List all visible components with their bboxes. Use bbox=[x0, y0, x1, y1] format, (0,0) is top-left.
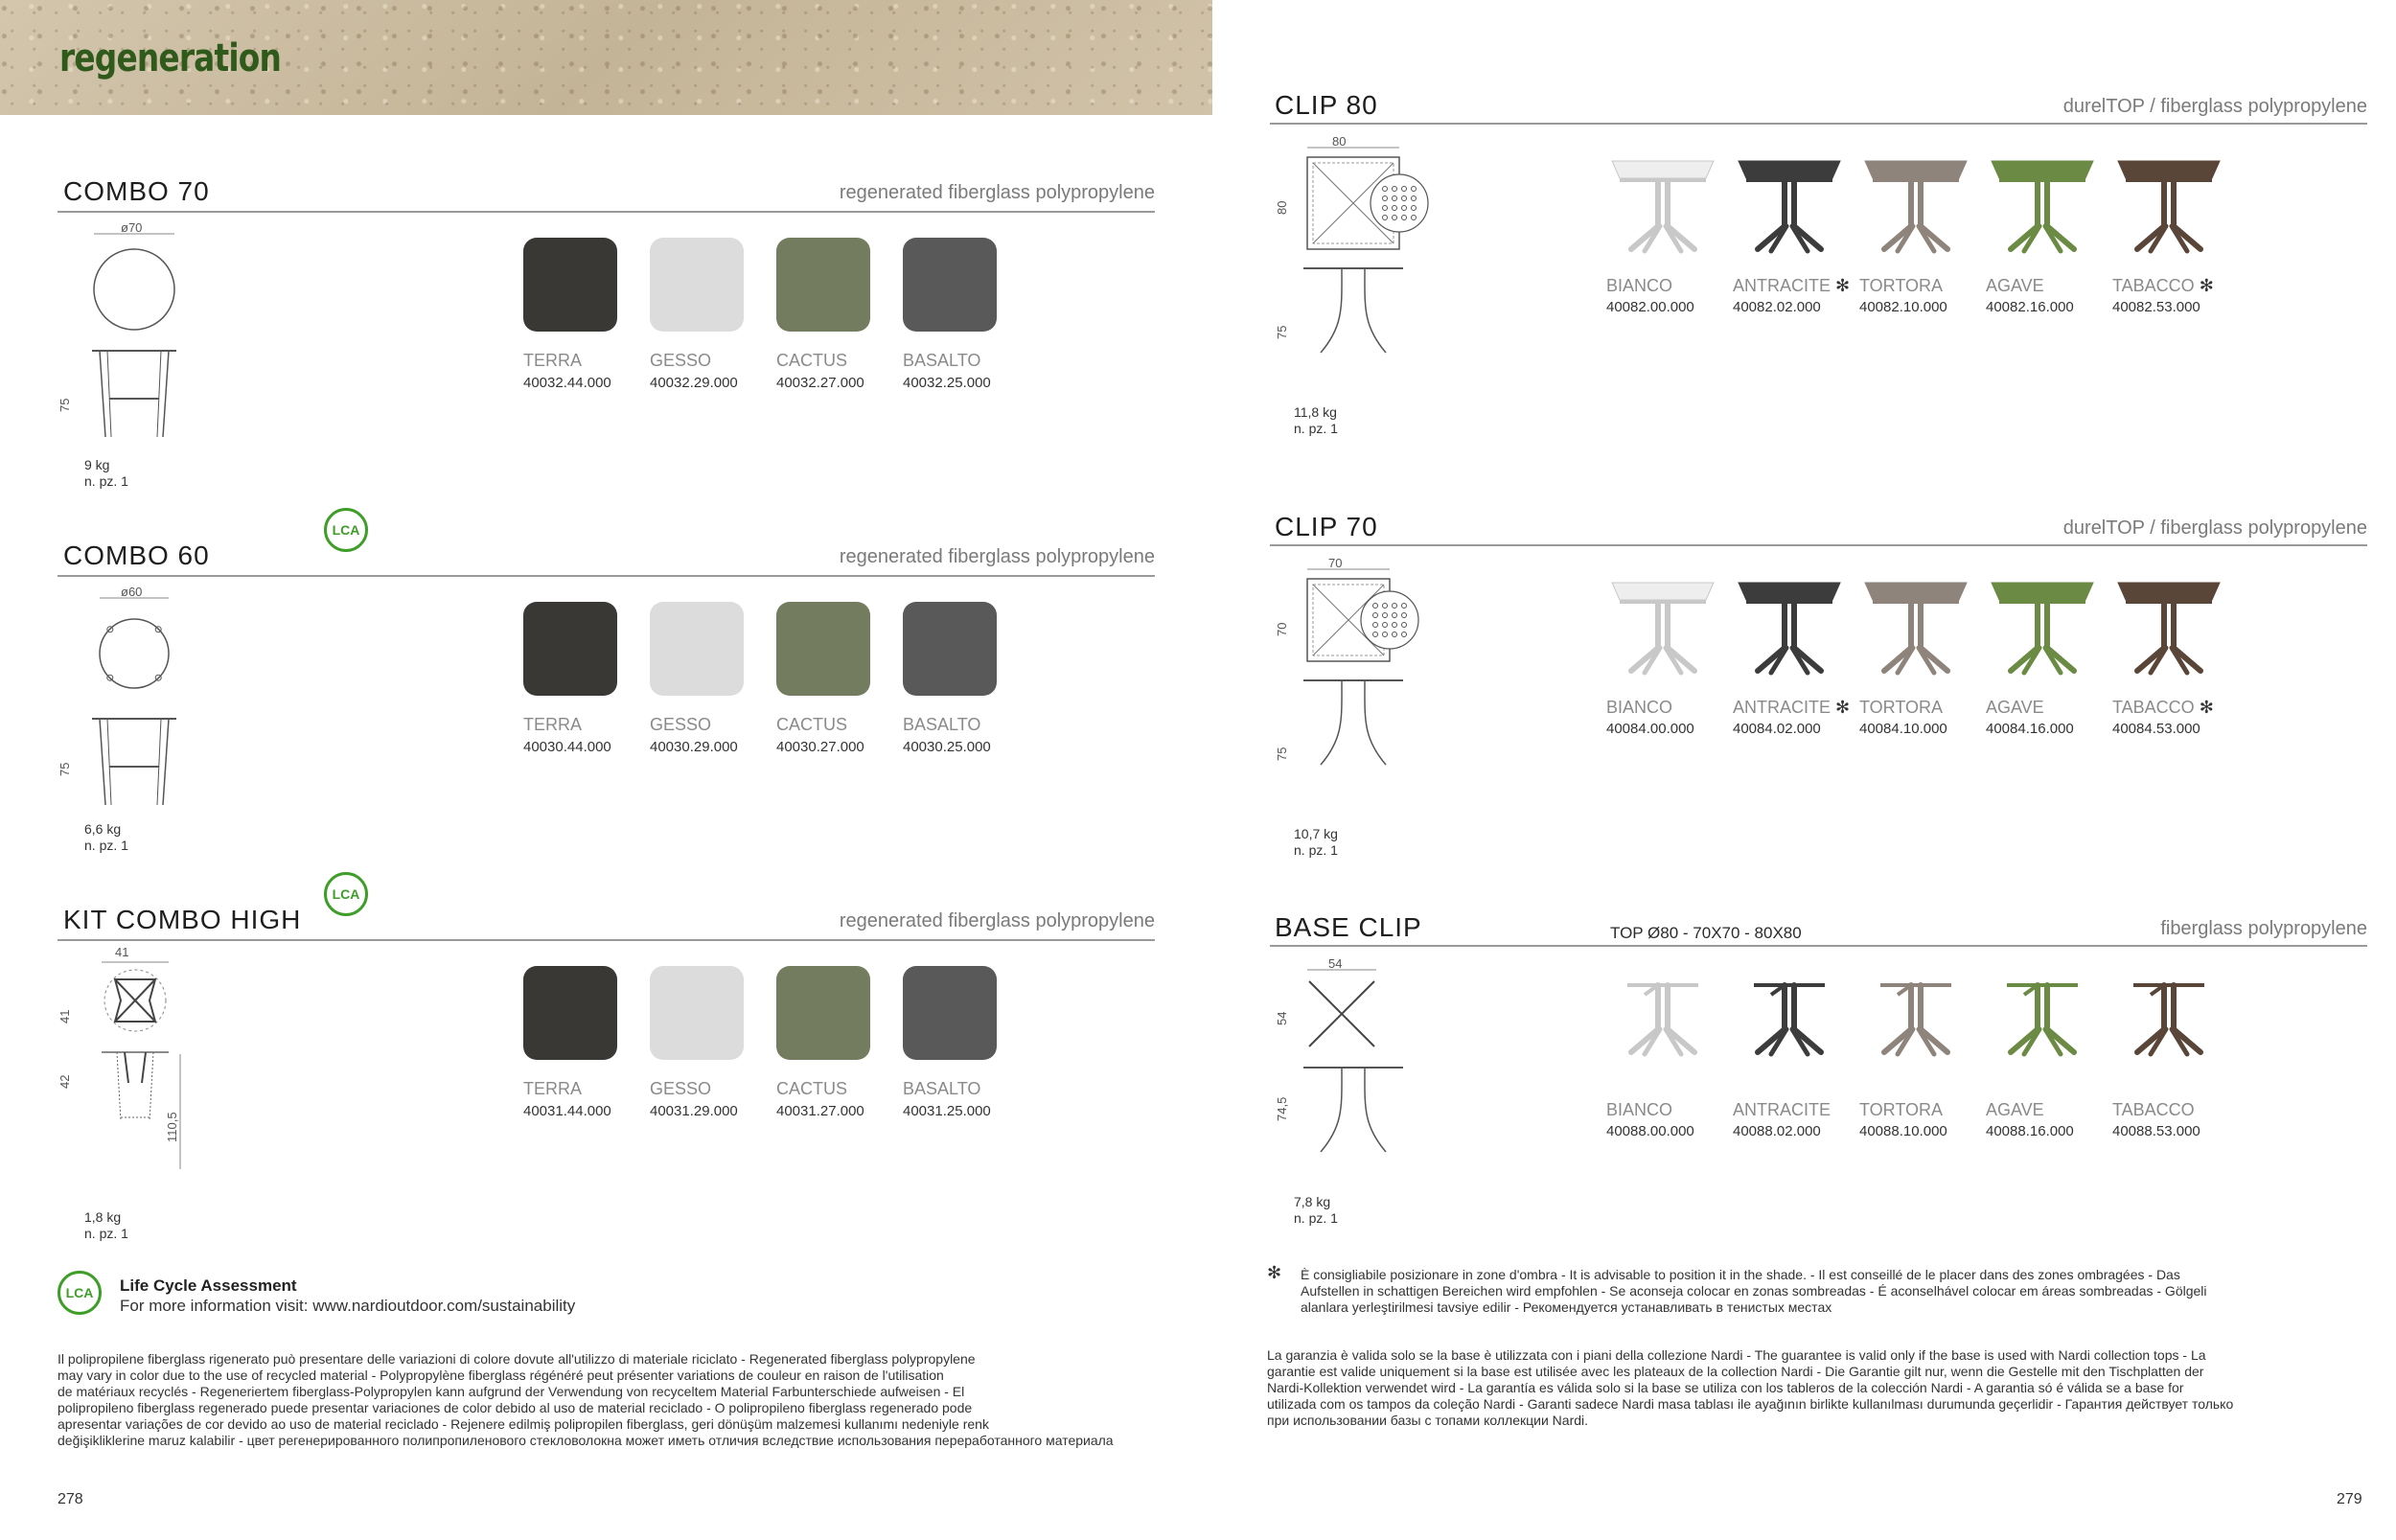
product-color-name bbox=[1859, 698, 1943, 718]
dimension-height: 75 bbox=[58, 762, 72, 776]
product-color-name-text: TABACCO bbox=[2112, 698, 2195, 717]
product-color-name: GESSO bbox=[650, 351, 712, 370]
weight-label: 10,7 kg bbox=[1294, 826, 1338, 841]
product-color-name bbox=[1733, 1100, 1831, 1120]
note-line: Il polipropilene fiberglass rigenerato può presentare delle variazioni di colore dovute all'utilizzo di materiale riciclato - Regenerated fiberglass polypropylene bbox=[58, 1351, 976, 1367]
product-color-name-text: TABACCO bbox=[2112, 1100, 2195, 1119]
product-color-name-text: AGAVE bbox=[1986, 698, 2044, 717]
product-code: 40082.53.000 bbox=[2112, 299, 2200, 315]
product-image bbox=[1859, 976, 1972, 1081]
dimension-top: 80 bbox=[1332, 134, 1347, 149]
section-title: KIT COMBO HIGH bbox=[63, 905, 302, 934]
product-image bbox=[2112, 575, 2225, 680]
section-title: CLIP 70 bbox=[1275, 512, 1378, 541]
weight-label: 11,8 kg bbox=[1294, 404, 1337, 420]
shade-asterisk-icon: ✻ bbox=[1831, 698, 1851, 717]
pieces-label: n. pz. 1 bbox=[84, 1226, 128, 1241]
product-image bbox=[2112, 153, 2225, 259]
product-image bbox=[1733, 976, 1846, 1081]
note-line: değişikliklerine maruz kalabilir - цвет регенерированного полипропиленового стекловолокна может иметь отличия вследствие использования переработанного материала bbox=[58, 1433, 1114, 1448]
product-code: 40032.27.000 bbox=[776, 375, 864, 391]
pieces-label: n. pz. 1 bbox=[84, 838, 128, 853]
product-color-name bbox=[1986, 276, 2044, 296]
section-title: BASE CLIP bbox=[1275, 912, 1422, 942]
pieces-label: n. pz. 1 bbox=[1294, 1210, 1338, 1226]
product-color-name: GESSO bbox=[650, 1079, 712, 1098]
section-divider bbox=[58, 211, 1155, 213]
section-material: fiberglass polypropylene bbox=[2160, 918, 2367, 939]
product-color-name-text: BIANCO bbox=[1606, 698, 1673, 717]
product-color-name bbox=[1859, 1100, 1943, 1120]
product-color-name bbox=[2112, 276, 2214, 296]
product-image bbox=[1986, 153, 2099, 259]
note-line: Nardi-Kollektion verwendet wird - La garantía es válida solo si la base se utiliza con los tableros de la colección Nardi - A garantia só é válida se a base for bbox=[1267, 1380, 2184, 1395]
product-code: 40030.29.000 bbox=[650, 739, 738, 755]
lca-note-link[interactable]: For more information visit: www.nardioutdoor.com/sustainability bbox=[120, 1297, 576, 1315]
product-color-name-text: TORTORA bbox=[1859, 1100, 1944, 1119]
product-image bbox=[1859, 153, 1972, 259]
section-title: CLIP 80 bbox=[1275, 90, 1378, 120]
weight-label: 7,8 kg bbox=[1294, 1194, 1331, 1209]
product-image bbox=[1733, 153, 1846, 259]
product-code: 40082.00.000 bbox=[1606, 299, 1694, 315]
product-color-name bbox=[2112, 698, 2214, 718]
pieces-label: n. pz. 1 bbox=[1294, 421, 1338, 436]
dimension-height: 75 bbox=[1275, 747, 1289, 761]
product-code: 40030.27.000 bbox=[776, 739, 864, 755]
technical-drawing bbox=[58, 585, 211, 834]
product-image bbox=[1606, 153, 1719, 259]
product-color-name: CACTUS bbox=[776, 1079, 848, 1098]
shade-note-symbol: ✻ bbox=[1267, 1263, 1282, 1282]
product-color-name: BASALTO bbox=[903, 351, 981, 370]
product-code: 40030.25.000 bbox=[903, 739, 991, 755]
note-line: de matériaux recyclés - Regeneriertem fiberglass-Polypropylen kann aufgrund der Verwendung von recyceltem Material Farbunterschiede aufweisen - El bbox=[58, 1384, 965, 1399]
product-color-name-text: ANTRACITE bbox=[1733, 1100, 1832, 1119]
product-color-name-text: ANTRACITE bbox=[1733, 698, 1832, 717]
product-code: 40031.44.000 bbox=[523, 1103, 611, 1119]
product-code: 40082.10.000 bbox=[1859, 299, 1947, 315]
color-swatch bbox=[776, 966, 870, 1060]
lca-badge: LCA bbox=[58, 1271, 102, 1315]
product-color-name bbox=[2112, 1100, 2195, 1120]
section-divider bbox=[1270, 945, 2367, 947]
color-swatch bbox=[903, 602, 997, 696]
dimension-side: 80 bbox=[1275, 200, 1289, 215]
product-code: 40084.00.000 bbox=[1606, 721, 1694, 737]
note-line: may vary in color due to the use of recycled material - Polypropylène fiberglass régénéré peut présenter variations de couleur en raison de l'utilisation bbox=[58, 1368, 944, 1383]
product-code: 40032.29.000 bbox=[650, 375, 738, 391]
color-swatch bbox=[903, 238, 997, 332]
dimension-side: 70 bbox=[1275, 622, 1289, 636]
note-line: alanlara yerleştirilmesi tavsiye edilir - Рекомендуется устанавливать в тенистых местах bbox=[1301, 1299, 1832, 1315]
note-line: garantie est valide uniquement si la base est utilisée avec les plateaux de la collection Nardi - Die Garantie gilt nur, wenn die Gestelle mit den Tischplatten der bbox=[1267, 1364, 2204, 1379]
product-code: 40084.02.000 bbox=[1733, 721, 1821, 737]
lca-badge: LCA bbox=[324, 508, 368, 552]
color-swatch bbox=[523, 238, 617, 332]
product-color-name bbox=[1606, 1100, 1672, 1120]
product-color-name bbox=[1733, 698, 1850, 718]
product-color-name: CACTUS bbox=[776, 715, 848, 734]
product-color-name-text: BIANCO bbox=[1606, 1100, 1673, 1119]
product-color-name-text: ANTRACITE bbox=[1733, 276, 1832, 295]
color-swatch bbox=[776, 238, 870, 332]
product-code: 40088.16.000 bbox=[1986, 1123, 2074, 1139]
dimension-height: 74,5 bbox=[1275, 1096, 1289, 1121]
product-color-name: BASALTO bbox=[903, 715, 981, 734]
dimension-top: 41 bbox=[115, 945, 129, 959]
page-number-left: 278 bbox=[58, 1491, 83, 1507]
product-color-name bbox=[1606, 698, 1672, 718]
compatible-tops: TOP Ø80 - 70X70 - 80X80 bbox=[1610, 924, 1802, 942]
product-image bbox=[1606, 575, 1719, 680]
product-color-name-text: TABACCO bbox=[2112, 276, 2195, 295]
product-code: 40084.53.000 bbox=[2112, 721, 2200, 737]
dimension-side: 41 bbox=[58, 1009, 72, 1023]
dimension-total: 110,5 bbox=[165, 1112, 179, 1142]
dimension-height: 75 bbox=[1275, 325, 1289, 339]
product-color-name bbox=[1986, 1100, 2044, 1120]
shade-asterisk-icon: ✻ bbox=[2194, 698, 2214, 717]
note-line: apresentar variações de cor devido ao uso de material reciclado - Rejenere edilmiş polipropilen fiberglass, geri dönüşüm malzemesi kullanımı nedeniyle renk bbox=[58, 1416, 989, 1432]
product-color-name: TERRA bbox=[523, 715, 583, 734]
note-line: utilizada com os tampos da coleção Nardi - Garanti sadece Nardi masa tablası ile ayağının birlikte kullanılması durumunda geçerlidir - Гарантия действует только bbox=[1267, 1396, 2234, 1412]
product-image bbox=[1733, 575, 1846, 680]
pieces-label: n. pz. 1 bbox=[84, 473, 128, 489]
product-color-name bbox=[1859, 276, 1943, 296]
product-code: 40031.29.000 bbox=[650, 1103, 738, 1119]
shade-asterisk-icon: ✻ bbox=[2194, 276, 2214, 295]
lca-note-title: Life Cycle Assessment bbox=[120, 1276, 297, 1295]
section-divider bbox=[58, 939, 1155, 941]
color-swatch bbox=[650, 238, 744, 332]
product-code: 40088.53.000 bbox=[2112, 1123, 2200, 1139]
pieces-label: n. pz. 1 bbox=[1294, 842, 1338, 858]
dimension-side: 54 bbox=[1275, 1011, 1289, 1025]
dimension-height: 75 bbox=[58, 398, 72, 412]
texture-banner bbox=[0, 0, 1212, 115]
shade-note bbox=[1301, 1267, 2374, 1316]
note-line: polipropileno fiberglass regenerado puede presentar variaciones de color debido al uso de material reciclado - O polipropileno fiberglass regenerado pode bbox=[58, 1400, 973, 1415]
product-code: 40032.44.000 bbox=[523, 375, 611, 391]
note-line: при использовании базы с топами коллекции Nardi. bbox=[1267, 1413, 1589, 1428]
product-color-name-text: TORTORA bbox=[1859, 698, 1944, 717]
technical-drawing bbox=[1275, 134, 1428, 383]
dimension-top: ø70 bbox=[121, 220, 143, 235]
section-material: durelTOP / fiberglass polypropylene bbox=[2062, 96, 2367, 117]
product-color-name-text: BIANCO bbox=[1606, 276, 1673, 295]
color-swatch bbox=[776, 602, 870, 696]
weight-label: 6,6 kg bbox=[84, 821, 122, 837]
section-divider bbox=[1270, 544, 2367, 546]
section-material: durelTOP / fiberglass polypropylene bbox=[2062, 517, 2367, 539]
product-color-name: TERRA bbox=[523, 1079, 583, 1098]
product-color-name-text: TORTORA bbox=[1859, 276, 1944, 295]
section-material: regenerated fiberglass polypropylene bbox=[839, 910, 1155, 931]
product-code: 40030.44.000 bbox=[523, 739, 611, 755]
section-title: COMBO 60 bbox=[63, 540, 210, 570]
product-image bbox=[1859, 575, 1972, 680]
color-swatch bbox=[523, 602, 617, 696]
product-code: 40031.25.000 bbox=[903, 1103, 991, 1119]
note-line: È consigliabile posizionare in zone d'ombra - It is advisable to position it in the shade. - Il est conseillé de le placer dans des zones ombragées - Das bbox=[1301, 1267, 2180, 1282]
product-image bbox=[1606, 976, 1719, 1081]
dimension-height: 42 bbox=[58, 1074, 72, 1089]
product-code: 40088.02.000 bbox=[1733, 1123, 1821, 1139]
section-material: regenerated fiberglass polypropylene bbox=[839, 182, 1155, 203]
technical-drawing bbox=[1275, 556, 1428, 805]
section-material: regenerated fiberglass polypropylene bbox=[839, 546, 1155, 567]
product-color-name bbox=[1986, 698, 2044, 718]
product-code: 40088.00.000 bbox=[1606, 1123, 1694, 1139]
section-divider bbox=[1270, 123, 2367, 125]
regeneration-logo: regeneration bbox=[59, 36, 282, 80]
dimension-top: 70 bbox=[1328, 556, 1343, 570]
section-divider bbox=[58, 575, 1155, 577]
product-code: 40032.25.000 bbox=[903, 375, 991, 391]
note-line: Aufstellen in schattigen Bereichen wird empfohlen - Se aconseja colocar en zonas sombreadas - É aconselhável colocar em áreas sombreadas - Gölgeli bbox=[1301, 1283, 2207, 1299]
product-color-name bbox=[1606, 276, 1672, 296]
product-color-name: GESSO bbox=[650, 715, 712, 734]
product-color-name: BASALTO bbox=[903, 1079, 981, 1098]
product-code: 40031.27.000 bbox=[776, 1103, 864, 1119]
product-color-name: TERRA bbox=[523, 351, 583, 370]
color-swatch bbox=[903, 966, 997, 1060]
page-number-right: 279 bbox=[2337, 1491, 2362, 1507]
product-code: 40082.16.000 bbox=[1986, 299, 2074, 315]
technical-drawing bbox=[1275, 956, 1428, 1206]
product-image bbox=[1986, 575, 2099, 680]
product-color-name bbox=[1733, 276, 1850, 296]
dimension-top: ø60 bbox=[121, 585, 143, 599]
color-swatch bbox=[650, 966, 744, 1060]
dimension-top: 54 bbox=[1328, 956, 1343, 971]
product-code: 40082.02.000 bbox=[1733, 299, 1821, 315]
product-color-name-text: AGAVE bbox=[1986, 1100, 2044, 1119]
note-line: La garanzia è valida solo se la base è utilizzata con i piani della collezione Nardi - The guarantee is valid only if the base is used with Nardi collection tops - La bbox=[1267, 1347, 2206, 1363]
recycled-color-note bbox=[58, 1351, 1160, 1449]
product-color-name: CACTUS bbox=[776, 351, 848, 370]
section-title: COMBO 70 bbox=[63, 176, 210, 206]
product-image bbox=[2112, 976, 2225, 1081]
technical-drawing bbox=[58, 949, 211, 1198]
product-code: 40088.10.000 bbox=[1859, 1123, 1947, 1139]
color-swatch bbox=[650, 602, 744, 696]
technical-drawing bbox=[58, 220, 211, 470]
weight-label: 9 kg bbox=[84, 457, 110, 472]
shade-asterisk-icon: ✻ bbox=[1831, 276, 1851, 295]
guarantee-note bbox=[1267, 1347, 2369, 1429]
product-color-name-text: AGAVE bbox=[1986, 276, 2044, 295]
product-code: 40084.10.000 bbox=[1859, 721, 1947, 737]
product-image bbox=[1986, 976, 2099, 1081]
color-swatch bbox=[523, 966, 617, 1060]
product-code: 40084.16.000 bbox=[1986, 721, 2074, 737]
weight-label: 1,8 kg bbox=[84, 1209, 122, 1225]
lca-badge: LCA bbox=[324, 872, 368, 916]
